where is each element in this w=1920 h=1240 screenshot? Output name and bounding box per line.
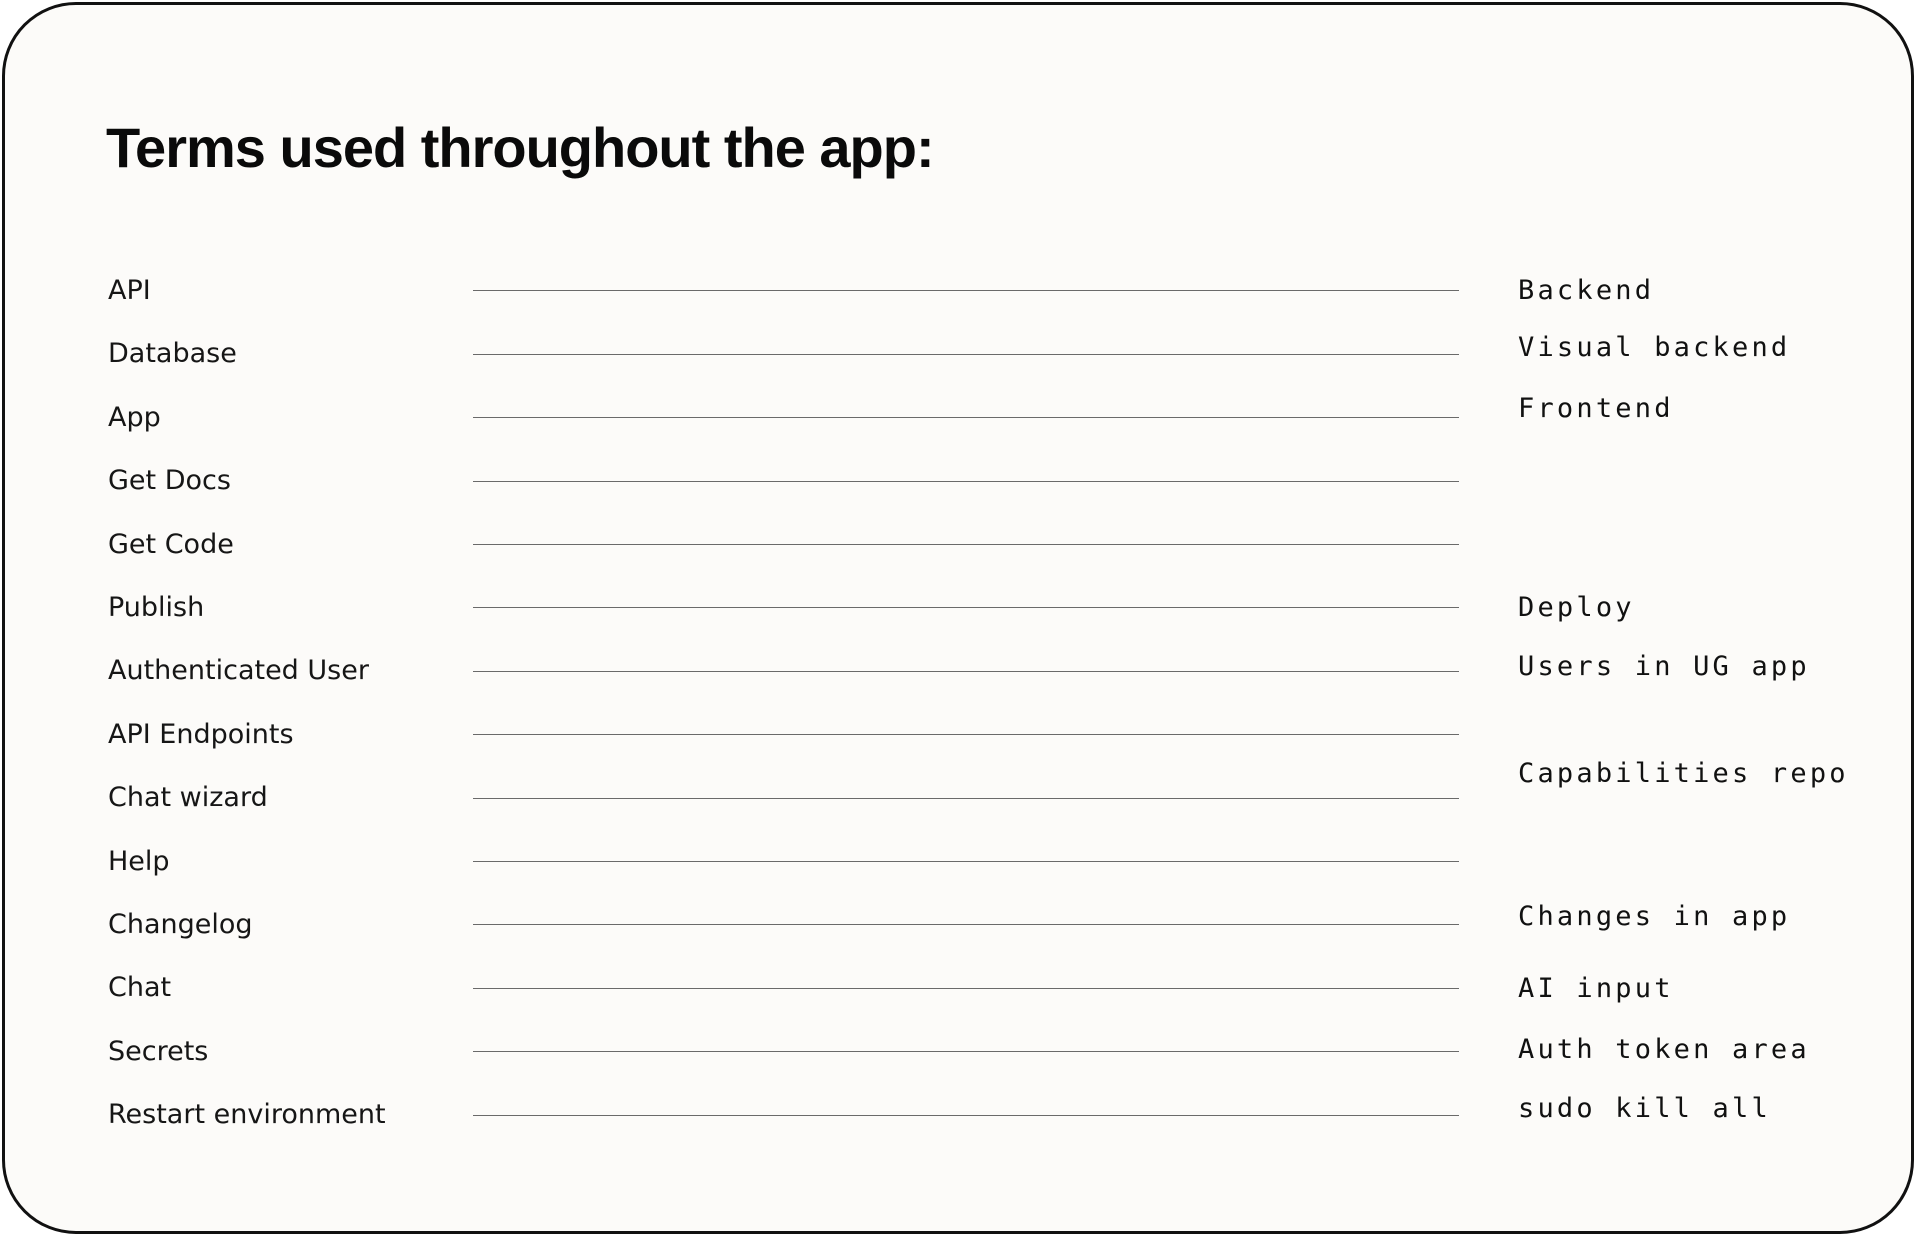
term-publish: Publish	[108, 592, 205, 623]
desc-authenticated-user: Users in UG app	[1518, 651, 1810, 682]
desc-restart-environment: sudo kill all	[1518, 1093, 1771, 1124]
term-get-docs: Get Docs	[108, 465, 231, 496]
term-secrets: Secrets	[108, 1036, 209, 1067]
connector-line	[473, 1115, 1459, 1116]
connector-line	[473, 607, 1459, 608]
desc-secrets: Auth token area	[1518, 1034, 1810, 1065]
term-database: Database	[108, 338, 237, 369]
desc-api: Backend	[1518, 275, 1655, 306]
desc-chat: AI input	[1518, 973, 1674, 1004]
connector-line	[473, 671, 1459, 672]
desc-capabilities: Capabilities repo	[1518, 758, 1849, 789]
term-api: API	[108, 275, 151, 306]
connector-line	[473, 988, 1459, 989]
term-app: App	[108, 402, 161, 433]
connector-line	[473, 481, 1459, 482]
connector-line	[473, 354, 1459, 355]
connector-line	[473, 861, 1459, 862]
term-changelog: Changelog	[108, 909, 253, 940]
page-title: Terms used throughout the app:	[106, 116, 934, 179]
desc-publish: Deploy	[1518, 592, 1635, 623]
term-restart-environment: Restart environment	[108, 1099, 386, 1130]
connector-line	[473, 798, 1459, 799]
term-help: Help	[108, 846, 170, 877]
term-authenticated-user: Authenticated User	[108, 655, 369, 686]
connector-line	[473, 1051, 1459, 1052]
desc-database: Visual backend	[1518, 332, 1791, 363]
term-api-endpoints: API Endpoints	[108, 719, 294, 750]
connector-line	[473, 290, 1459, 291]
desc-app: Frontend	[1518, 393, 1674, 424]
connector-line	[473, 924, 1459, 925]
connector-line	[473, 734, 1459, 735]
terms-card	[2, 2, 1914, 1234]
term-chat-wizard: Chat wizard	[108, 782, 268, 813]
term-get-code: Get Code	[108, 529, 234, 560]
desc-changelog: Changes in app	[1518, 901, 1791, 932]
connector-line	[473, 544, 1459, 545]
connector-line	[473, 417, 1459, 418]
term-chat: Chat	[108, 972, 172, 1003]
